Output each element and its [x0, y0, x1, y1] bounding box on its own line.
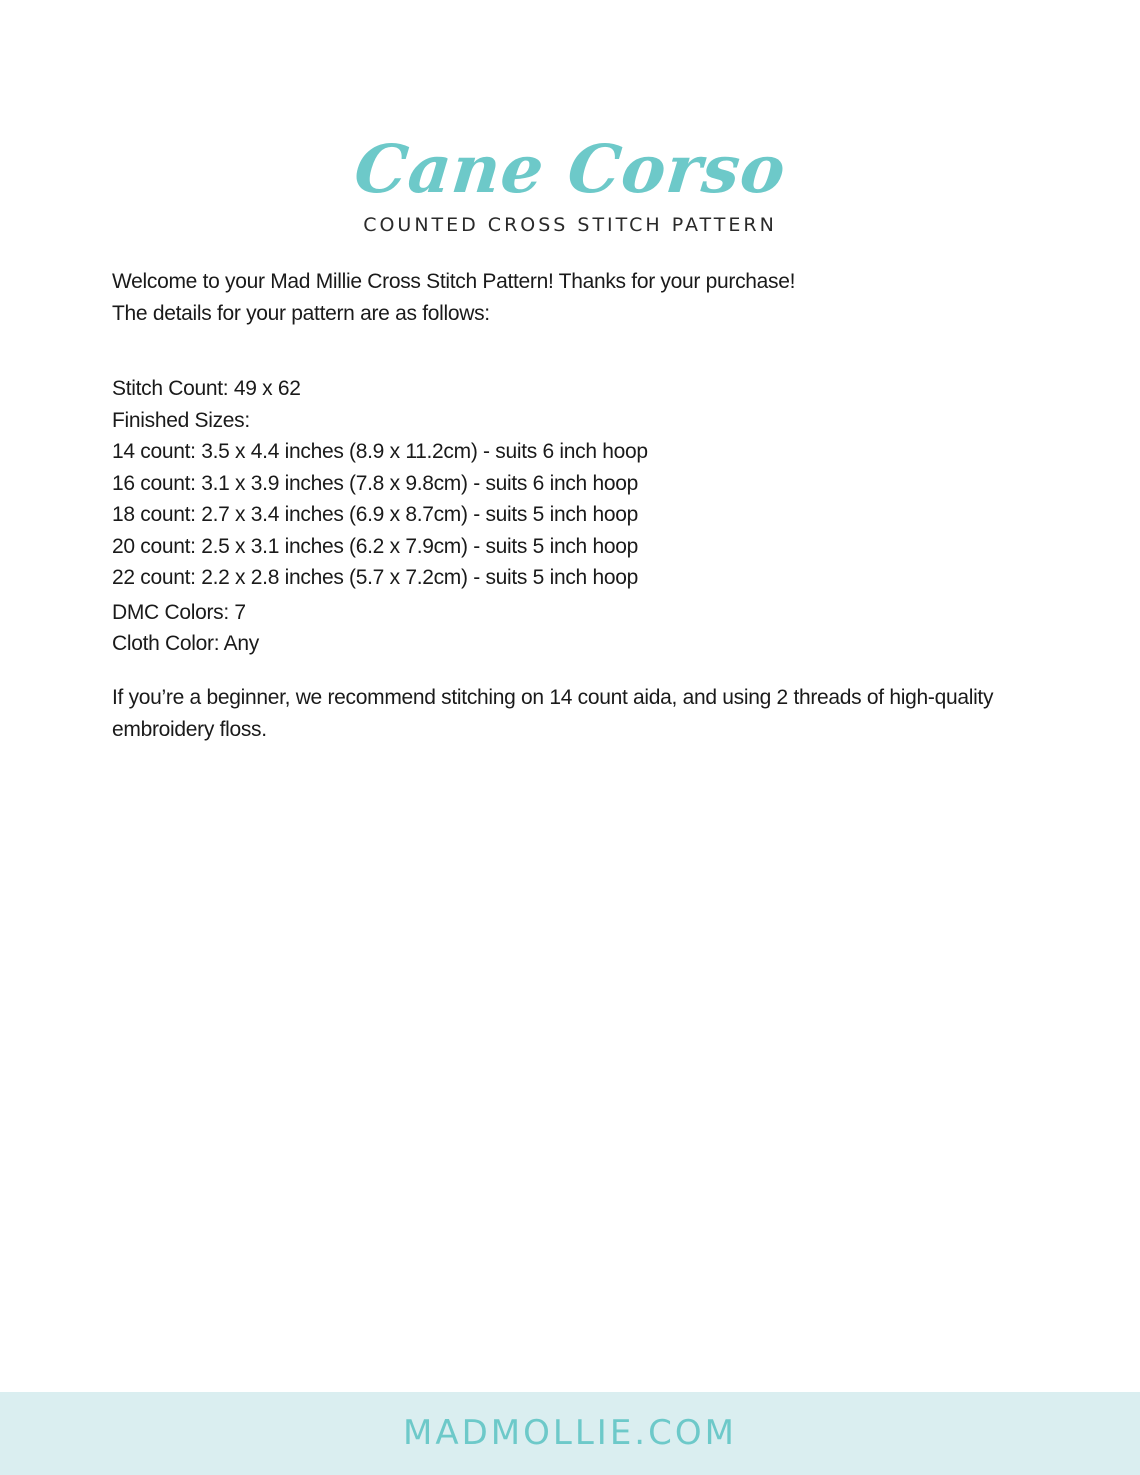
intro-section — [112, 266, 1012, 330]
pattern-title: Cane Corso — [350, 130, 790, 208]
page-header — [0, 128, 1140, 238]
pattern-subtitle: COUNTED CROSS STITCH PATTERN — [363, 214, 777, 236]
dmc-colors: DMC Colors: 7 — [112, 600, 246, 624]
size-line: 22 count: 2.2 x 2.8 inches (5.7 x 7.2cm) - suits 5 inch hoop — [112, 566, 638, 589]
cloth-color: Cloth Color: Any — [112, 632, 259, 655]
stitch-count: Stitch Count: 49 x 62 — [112, 377, 301, 400]
website-link[interactable]: MADMOLLIE.COM — [403, 1413, 737, 1453]
page-footer — [0, 1392, 1140, 1475]
size-line: 16 count: 3.1 x 3.9 inches (7.8 x 9.8cm) - suits 6 inch hoop — [112, 471, 638, 495]
beginner-advice — [112, 682, 1012, 746]
finished-sizes-label: Finished Sizes: — [112, 408, 250, 432]
pattern-details — [112, 373, 1012, 660]
document-body — [112, 266, 1012, 746]
advice-line-1: If you’re a beginner, we recommend stitching on 14 count aida, and using 2 threads of high-quality — [112, 685, 994, 709]
size-line: 18 count: 2.7 x 3.4 inches (6.9 x 8.7cm) - suits 5 inch hoop — [112, 503, 638, 526]
intro-line-welcome: Welcome to your Mad Millie Cross Stitch Pattern! Thanks for your purchase! — [112, 270, 796, 293]
advice-line-2: embroidery floss. — [112, 717, 267, 741]
intro-line-details: The details for your pattern are as follows: — [112, 302, 490, 325]
size-line: 20 count: 2.5 x 3.1 inches (6.2 x 7.9cm) - suits 5 inch hoop — [112, 534, 638, 558]
size-line: 14 count: 3.5 x 4.4 inches (8.9 x 11.2cm) - suits 6 inch hoop — [112, 440, 648, 463]
